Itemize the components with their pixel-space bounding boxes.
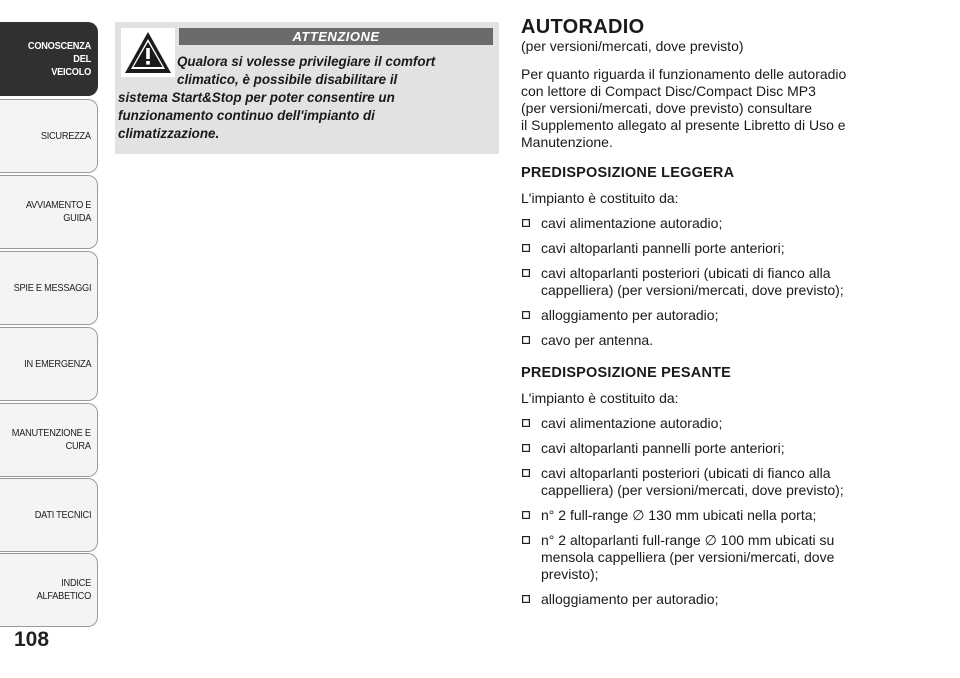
list-item: [521, 507, 921, 524]
list-item: [521, 265, 921, 299]
item-line: cavi alimentazione autoradio;: [541, 415, 723, 431]
text-line: Per quanto riguarda il funzionamento delle autoradio: [521, 66, 847, 82]
list-item: [521, 591, 921, 608]
warning-line: funzionamento continuo dell'impianto di: [118, 108, 375, 123]
list-item: [521, 415, 921, 432]
warning-title: ATTENZIONE: [179, 28, 493, 45]
tab-avviamento-e-guida[interactable]: [0, 175, 98, 249]
tab-dati-tecnici[interactable]: [0, 478, 98, 552]
list-item: [521, 307, 921, 324]
text-line: con lettore di Compact Disc/Compact Disc MP3: [521, 83, 816, 99]
item-line: cappelliera) (per versioni/mercati, dove previsto);: [541, 482, 844, 498]
item-line: cappelliera) (per versioni/mercati, dove previsto);: [541, 282, 844, 298]
bullet-list-leggera: [521, 207, 921, 349]
warning-text: [118, 53, 492, 143]
text-line: Manutenzione.: [521, 134, 613, 150]
checkbox-bullet-icon: [522, 444, 530, 452]
bullet-list-pesante: [521, 407, 921, 608]
item-line: alloggiamento per autoradio;: [541, 307, 719, 323]
list-item: [521, 240, 921, 257]
item-line: cavi altoparlanti posteriori (ubicati di fianco alla: [541, 465, 831, 481]
tab-label: IN EMERGENZA: [23, 357, 91, 370]
subsection-lead: L'impianto è costituito da:: [521, 390, 679, 406]
tab-label: AVVIAMENTO E GUIDA: [25, 199, 91, 224]
list-item: [521, 215, 921, 232]
checkbox-bullet-icon: [522, 536, 530, 544]
tab-indice-alfabetico[interactable]: [0, 553, 98, 627]
checkbox-bullet-icon: [522, 269, 530, 277]
main-content: [521, 16, 921, 608]
item-line: cavi altoparlanti pannelli porte anteriori;: [541, 240, 785, 256]
item-line: alloggiamento per autoradio;: [541, 591, 719, 607]
page-number: 108: [14, 628, 50, 651]
list-item: [521, 440, 921, 457]
tab-conoscenza-del-veicolo[interactable]: [0, 22, 98, 96]
warning-line: Qualora si volesse privilegiare il comfort: [177, 54, 436, 69]
tab-sicurezza[interactable]: [0, 99, 98, 173]
tab-label: CONOSCENZA DEL VEICOLO: [27, 39, 91, 78]
list-item: [521, 465, 921, 499]
tab-label: SICUREZZA: [41, 129, 91, 142]
list-item: [521, 532, 921, 583]
intro-paragraph: [521, 66, 921, 151]
item-line: cavo per antenna.: [541, 332, 654, 348]
list-item: [521, 332, 921, 349]
subsection-lead: L'impianto è costituito da:: [521, 190, 679, 206]
item-line: cavi altoparlanti pannelli porte anteriori;: [541, 440, 785, 456]
checkbox-bullet-icon: [522, 219, 530, 227]
item-line: n° 2 full-range ∅ 130 mm ubicati nella porta;: [541, 507, 817, 523]
item-line: n° 2 altoparlanti full-range ∅ 100 mm ubicati su: [541, 532, 835, 548]
tab-in-emergenza[interactable]: [0, 327, 98, 401]
checkbox-bullet-icon: [522, 419, 530, 427]
tab-label: MANUTENZIONE E CURA: [12, 427, 91, 452]
tab-label: SPIE E MESSAGGI: [13, 281, 91, 294]
item-line: cavi altoparlanti posteriori (ubicati di fianco alla: [541, 265, 831, 281]
item-line: mensola cappelliera (per versioni/mercati, dove: [541, 549, 835, 565]
item-line: cavi alimentazione autoradio;: [541, 215, 723, 231]
tab-label: DATI TECNICI: [34, 508, 91, 521]
checkbox-bullet-icon: [522, 595, 530, 603]
warning-box: [115, 22, 499, 154]
text-line: il Supplemento allegato al presente Libretto di Uso e: [521, 117, 846, 133]
tab-label: INDICE ALFABETICO: [36, 577, 91, 602]
item-line: previsto);: [541, 566, 599, 582]
text-line: (per versioni/mercati, dove previsto) consultare: [521, 100, 813, 116]
section-title: AUTORADIO: [521, 16, 645, 38]
warning-line: climatizzazione.: [118, 126, 220, 141]
checkbox-bullet-icon: [522, 336, 530, 344]
checkbox-bullet-icon: [522, 469, 530, 477]
tab-spie-e-messaggi[interactable]: [0, 251, 98, 325]
tab-manutenzione-e-cura[interactable]: [0, 403, 98, 477]
section-subtitle: (per versioni/mercati, dove previsto): [521, 38, 744, 54]
subsection-heading: PREDISPOSIZIONE LEGGERA: [521, 165, 735, 181]
checkbox-bullet-icon: [522, 511, 530, 519]
warning-line: climatico, è possibile disabilitare il: [177, 72, 398, 87]
subsection-heading: PREDISPOSIZIONE PESANTE: [521, 365, 732, 381]
checkbox-bullet-icon: [522, 244, 530, 252]
checkbox-bullet-icon: [522, 311, 530, 319]
warning-line: sistema Start&Stop per poter consentire un: [118, 90, 395, 105]
